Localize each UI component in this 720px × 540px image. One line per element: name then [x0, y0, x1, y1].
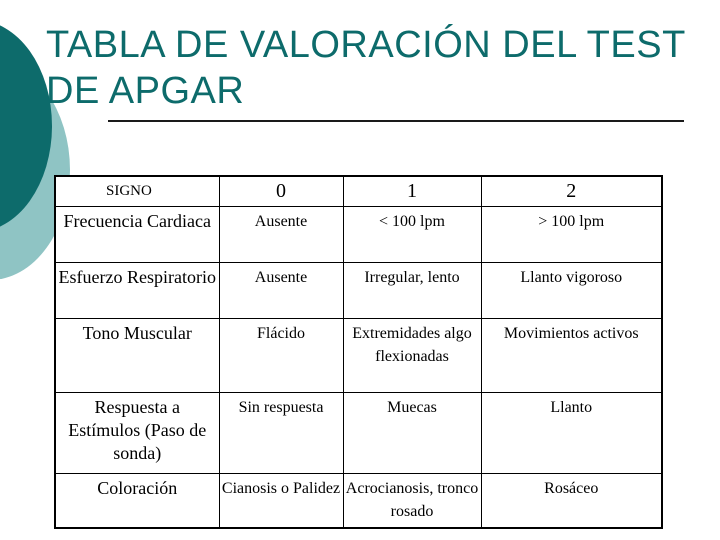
score-1-cell: Acrocianosis, tronco rosado [343, 474, 481, 529]
table-row [55, 319, 662, 393]
score-2-cell: > 100 lpm [481, 207, 662, 263]
table-header-row [55, 176, 662, 207]
header-cell-sign: SIGNO [55, 176, 219, 207]
slide-title: TABLA DE VALORACIÓN DEL TEST DE APGAR [46, 24, 686, 112]
sign-cell: Tono Muscular [55, 319, 219, 393]
score-2-cell: Llanto vigoroso [481, 263, 662, 319]
score-1-cell: Muecas [343, 393, 481, 474]
sign-cell: Frecuencia Cardiaca [55, 207, 219, 263]
sign-cell: Esfuerzo Respiratorio [55, 263, 219, 319]
score-2-cell: Rosáceo [481, 474, 662, 529]
score-1-cell: Extremidades algo flexionadas [343, 319, 481, 393]
sign-cell: Respuesta a Estímulos (Paso de sonda) [55, 393, 219, 474]
table-row [55, 393, 662, 474]
score-2-cell: Llanto [481, 393, 662, 474]
score-1-cell: < 100 lpm [343, 207, 481, 263]
header-cell-2: 2 [481, 176, 662, 207]
header-cell-1: 1 [343, 176, 481, 207]
apgar-table [54, 175, 663, 529]
table-row [55, 207, 662, 263]
score-0-cell: Ausente [219, 207, 343, 263]
sign-cell: Coloración [55, 474, 219, 529]
header-cell-0: 0 [219, 176, 343, 207]
score-2-cell: Movimientos activos [481, 319, 662, 393]
title-underline [108, 120, 684, 122]
score-0-cell: Sin respuesta [219, 393, 343, 474]
score-0-cell: Flácido [219, 319, 343, 393]
score-1-cell: Irregular, lento [343, 263, 481, 319]
score-0-cell: Cianosis o Palidez [219, 474, 343, 529]
table-row [55, 474, 662, 529]
score-0-cell: Ausente [219, 263, 343, 319]
table-row [55, 263, 662, 319]
